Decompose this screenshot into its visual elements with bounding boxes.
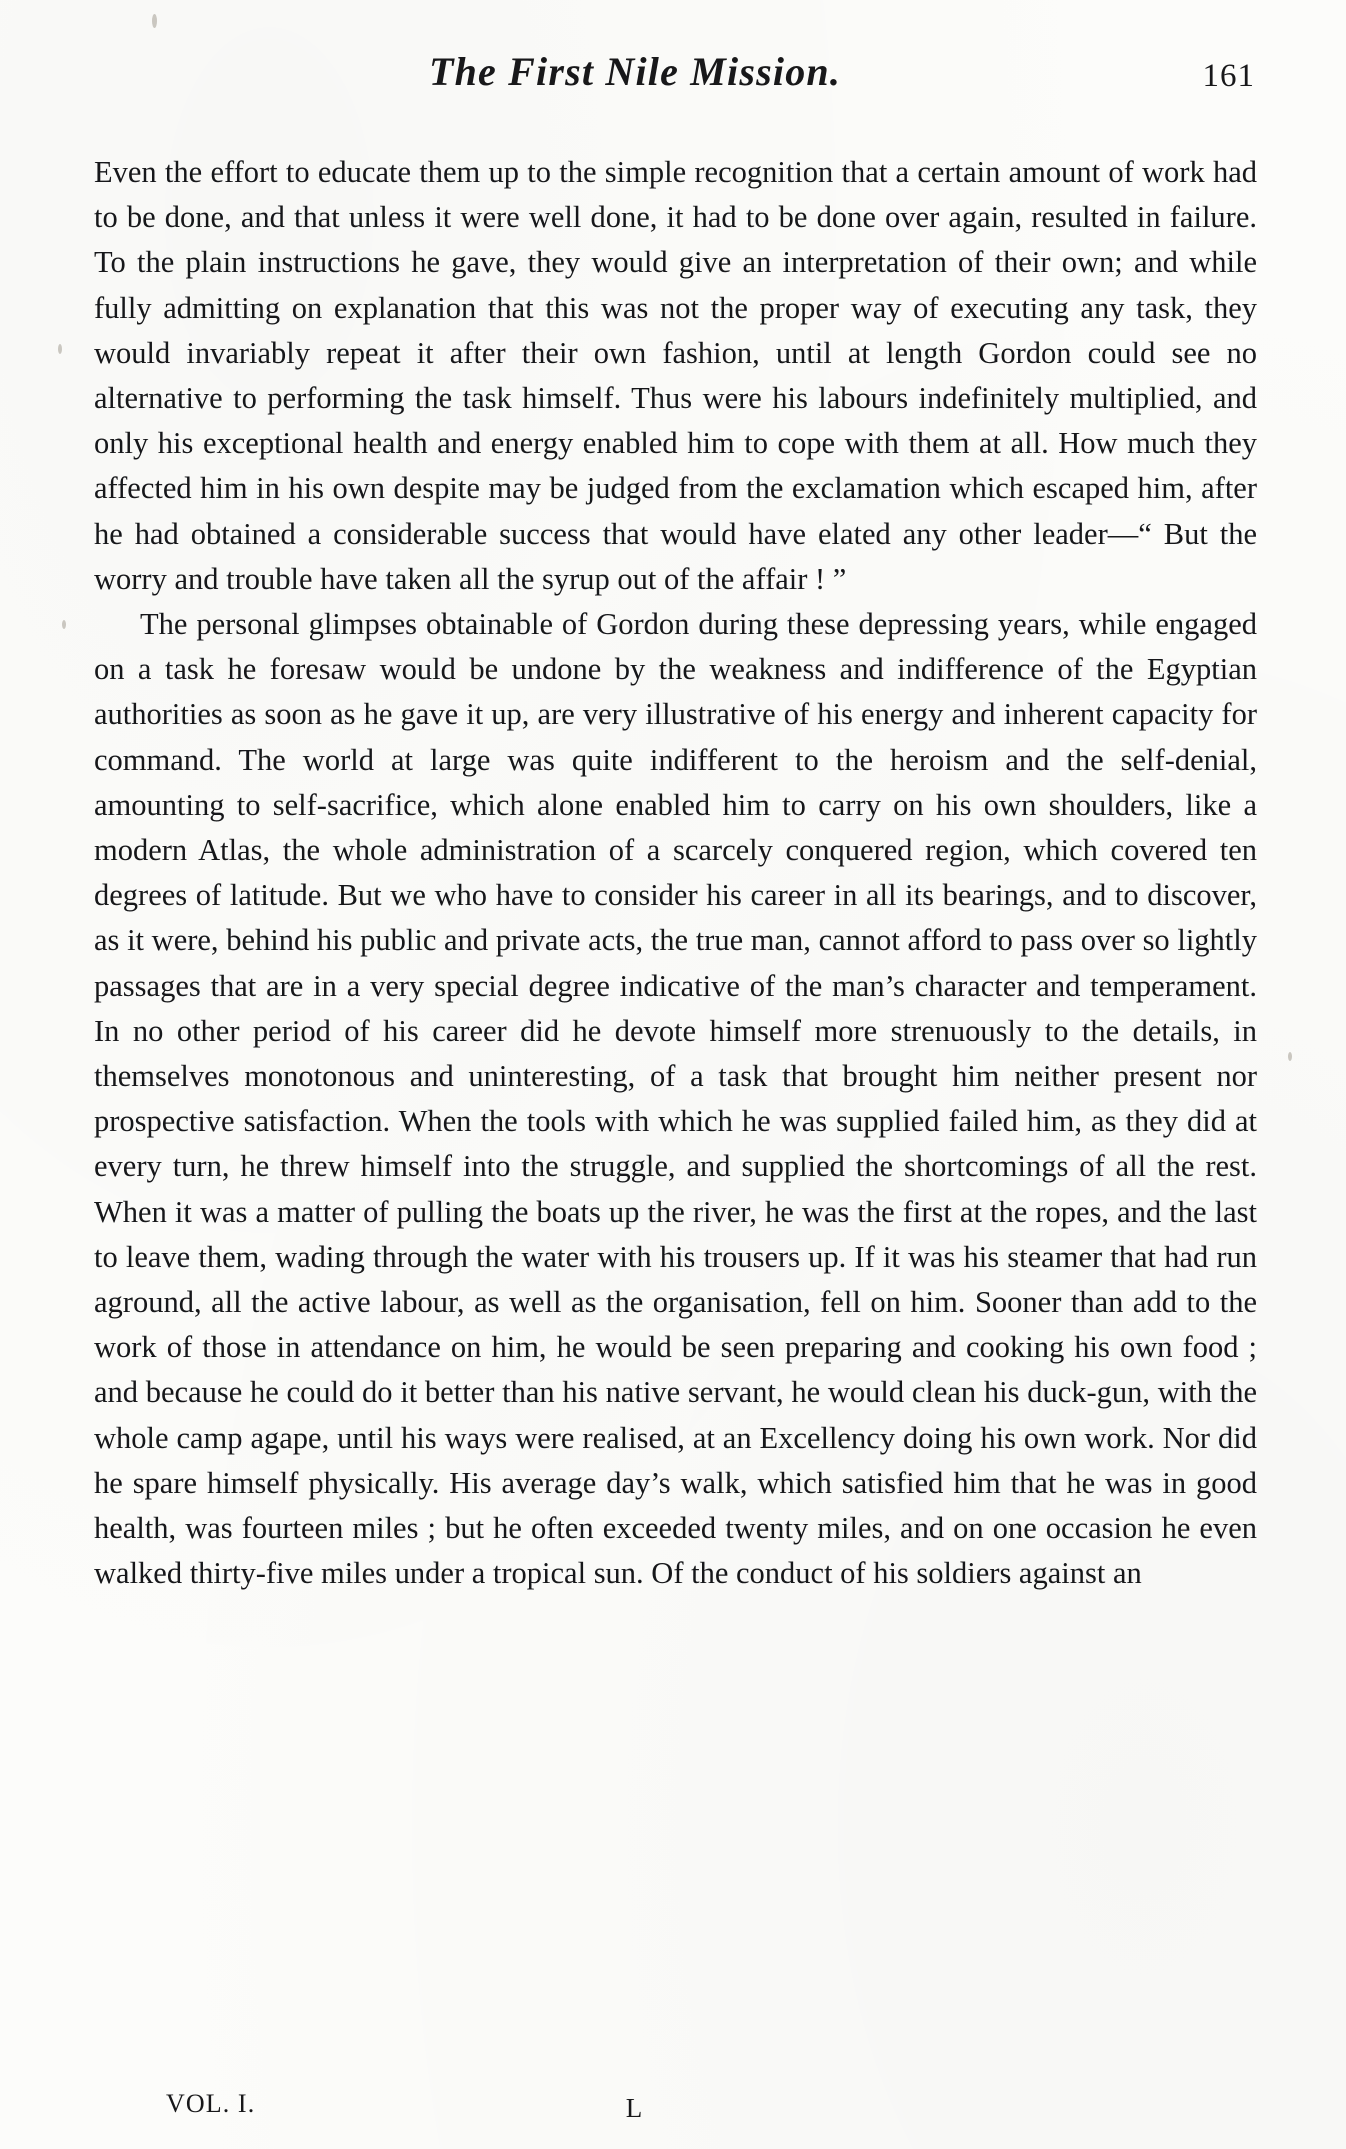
page-body — [94, 150, 1257, 1597]
page-number: 161 — [1202, 58, 1255, 94]
paragraph: Even the effort to educate them up to the simple recognition that a certain amount of work had to be done, and that unless it were well done, it had to be done over again, resulted in failure. To the plain instructions he gave, they would give an interpretation of their own; and while fully admitting on explanation that this was not the proper way of executing any task, they would invariably repeat it after their own fashion, until at length Gordon could see no alternative to performing the task himself. Thus were his labours indefinitely multiplied, and only his exceptional health and energy enabled him to cope with them at all. How much they affected him in his own despite may be judged from the exclamation which escaped him, after he had obtained a considerable success that would have elated any other leader—“ But the worry and trouble have taken all the syrup out of the affair ! ” — [94, 155, 1257, 596]
scan-speck — [152, 14, 157, 28]
scan-speck — [1288, 1052, 1292, 1061]
signature-mark: L — [625, 2093, 643, 2123]
paragraph: The personal glimpses obtainable of Gordon during these depressing years, while engaged on a task he foresaw would be undone by the weakness and indifference of the Egyptian authorities as soon as he gave it up, are very illustrative of his energy and inherent capacity for command. The world at large was quite indifferent to the heroism and the self-denial, amounting to self-sacrifice, which alone enabled him to carry on his own shoulders, like a modern Atlas, the whole administration of a scarcely conquered region, which covered ten degrees of latitude. But we who have to consider his career in all its bearings, and to discover, as it were, behind his public and private acts, the true man, cannot afford to pass over so lightly passages that are in a very special degree indicative of the man’s character and temperament. In no other period of his career did he devote himself more strenuously to the details, in themselves monotonous and uninteresting, of a task that brought him neither present nor prospective satisfaction. When the tools with which he was supplied failed him, as they did at every turn, he threw himself into the struggle, and supplied the shortcomings of all the rest. When it was a matter of pulling the boats up the river, he was the first at the ropes, and the last to leave them, wading through the water with his trousers up. If it was his steamer that had run aground, all the active labour, as well as the organisation, fell on him. Sooner than add to the work of those in attendance on him, he would be seen preparing and cooking his own food ; and because he could do it better than his native servant, he would clean his duck-gun, with the whole camp agape, until his ways were realised, at an Excellency doing his own work. Nor did he spare himself physically. His average day’s walk, which satisfied him that he was in good health, was fourteen miles ; but he often exceeded twenty miles, and on one occasion he even walked thirty-five miles under a tropical sun. Of the conduct of his soldiers against an — [94, 607, 1257, 1591]
page-footer — [94, 2089, 1257, 2127]
page-header — [95, 48, 1255, 108]
scan-speck — [62, 620, 66, 629]
running-title: The First Nile Mission. — [428, 49, 842, 94]
scan-speck — [58, 344, 62, 354]
volume-label: VOL. I. — [166, 2089, 256, 2118]
